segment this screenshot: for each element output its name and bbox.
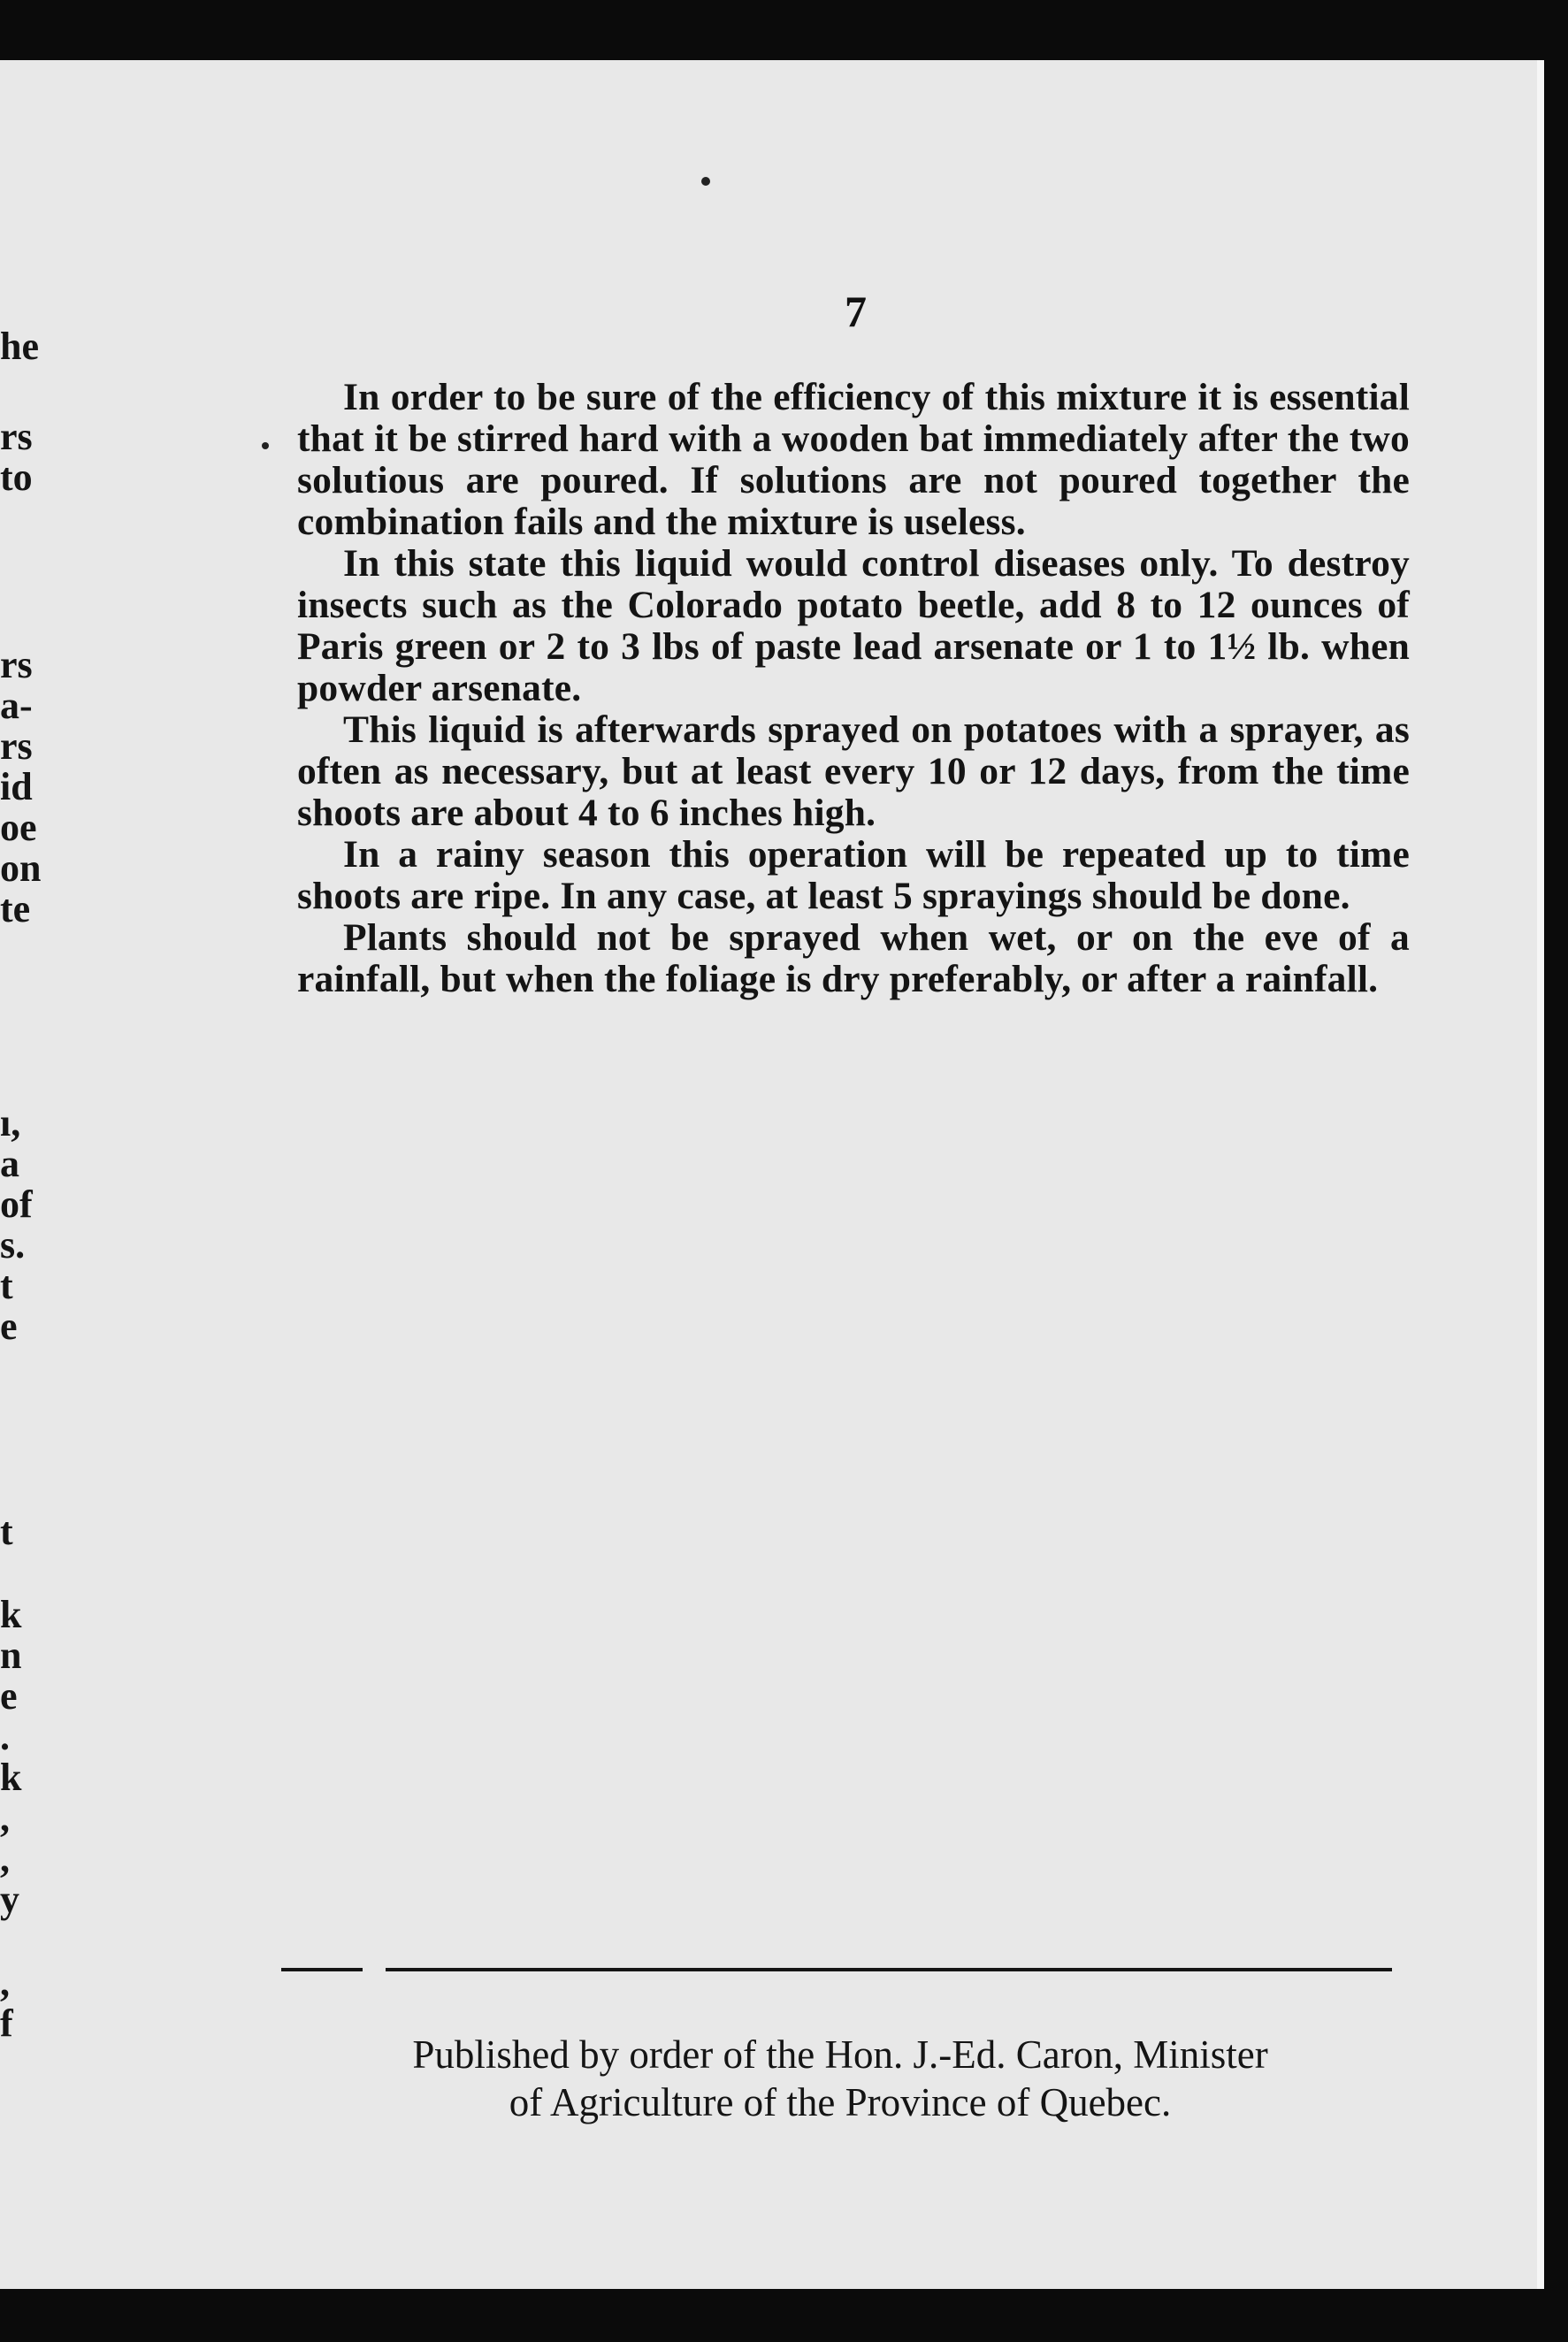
facing-fragment: rs xyxy=(0,415,33,458)
ink-speck xyxy=(262,442,269,449)
facing-fragment: to xyxy=(0,455,33,499)
paragraph: In a rainy season this operation will be repeated up to time shoots are ripe. In any case, at least 5 sprayings should be done. xyxy=(297,833,1410,917)
facing-fragment: e xyxy=(0,1674,18,1718)
facing-fragment: n xyxy=(0,1634,22,1677)
facing-fragment: k xyxy=(0,1756,22,1799)
facing-fragment: y xyxy=(0,1878,19,1921)
document-page xyxy=(0,60,1543,2289)
publication-footer xyxy=(265,2031,1415,2126)
facing-fragment: , xyxy=(0,1796,10,1840)
facing-fragment: . xyxy=(0,1715,10,1758)
facing-page-bleed xyxy=(0,60,71,2289)
facing-fragment: k xyxy=(0,1593,22,1636)
facing-fragment: oe xyxy=(0,806,37,849)
facing-fragment: t xyxy=(0,1510,13,1553)
facing-fragment: a- xyxy=(0,684,33,727)
facing-fragment: rs xyxy=(0,724,33,768)
paragraph: In this state this liquid would control diseases only. To destroy insects such as the Colorado potato beetle, add 8 to 12 ounces of Paris green or 2 to 3 lbs of paste lead arsenate or 1 to 1½ lb. when powder arsenate. xyxy=(297,542,1410,709)
ink-speck xyxy=(701,177,710,186)
facing-fragment: of xyxy=(0,1182,33,1226)
footer-line: of Agriculture of the Province of Quebec. xyxy=(509,2080,1172,2124)
facing-fragment: s. xyxy=(0,1223,26,1267)
footer-rule-long xyxy=(386,1968,1392,1971)
body-text xyxy=(297,377,1410,1000)
facing-fragment: t xyxy=(0,1264,13,1307)
facing-fragment: ı, xyxy=(0,1101,21,1144)
paragraph: Plants should not be sprayed when wet, or on the eve of a rainfall, but when the foliage is dry preferably, or after a rainfall. xyxy=(297,916,1410,1000)
facing-fragment: e xyxy=(0,1305,18,1348)
paragraph: In order to be sure of the efficiency of this mixture it is essential that it be stirred hard with a wooden bat immediately after the two solutious are poured. If solutions are not poured together the combination fails and the mixture is useless. xyxy=(297,376,1410,543)
facing-fragment: te xyxy=(0,887,31,930)
facing-fragment: , xyxy=(0,1837,10,1880)
page-edge xyxy=(1537,60,1544,2289)
paragraph: This liquid is afterwards sprayed on potatoes with a sprayer, as often as necessary, but at least every 10 or 12 days, from the time shoots are about 4 to 6 inches high. xyxy=(297,708,1410,834)
facing-fragment: he xyxy=(0,325,39,368)
facing-fragment: on xyxy=(0,846,42,890)
footer-line: Published by order of the Hon. J.-Ed. Caron, Minister xyxy=(412,2032,1268,2077)
facing-fragment: , xyxy=(0,1961,10,2004)
facing-fragment: rs xyxy=(0,643,33,686)
facing-fragment: id xyxy=(0,765,33,808)
facing-fragment: f xyxy=(0,2001,13,2045)
facing-fragment: a xyxy=(0,1142,19,1185)
page-number: 7 xyxy=(845,287,867,336)
footer-rule-short xyxy=(281,1968,363,1971)
